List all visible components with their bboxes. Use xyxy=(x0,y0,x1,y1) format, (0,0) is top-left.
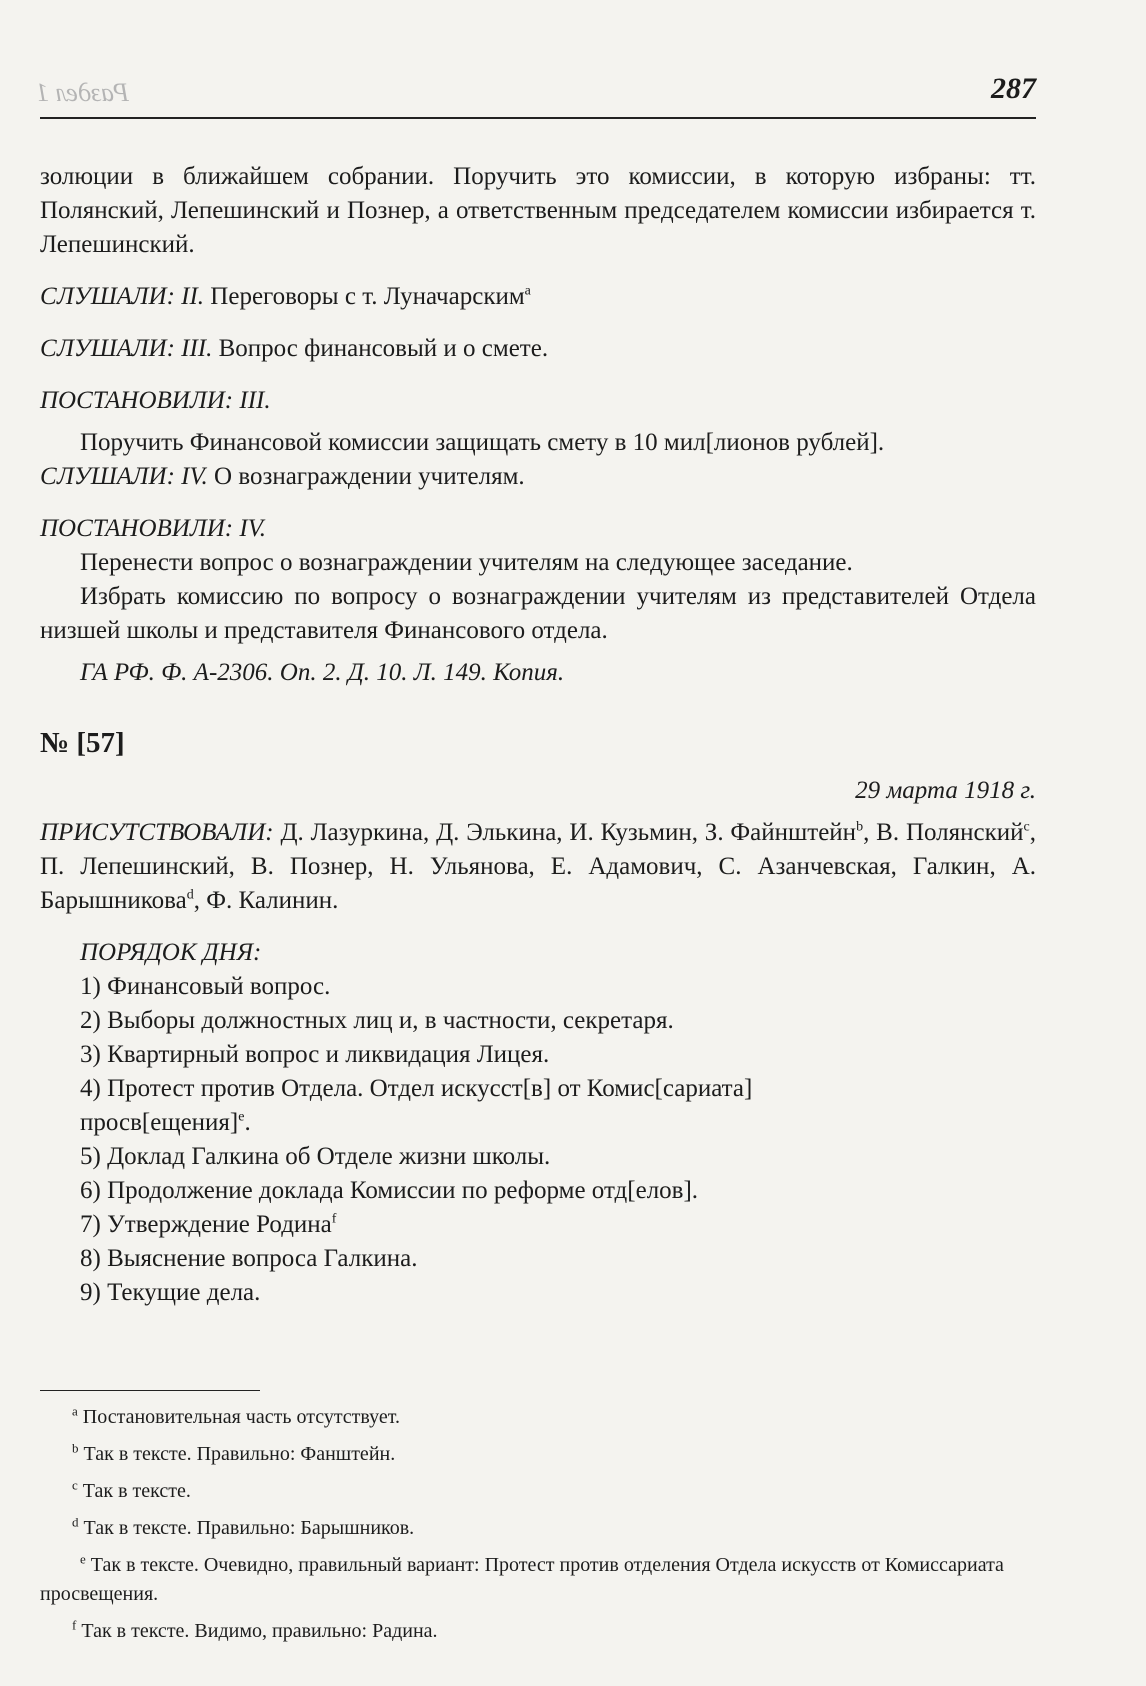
attendees-label: ПРИСУТСТВОВАЛИ: xyxy=(40,819,274,846)
agenda-item: 9) Текущие дела. xyxy=(80,1279,261,1306)
footnotes xyxy=(40,1390,1036,1654)
document-date: 29 марта 1918 г. xyxy=(855,777,1036,804)
footnote-ref[interactable]: d xyxy=(186,887,194,903)
header-rule xyxy=(40,117,1036,119)
heard-text: Вопрос финансовый и о смете. xyxy=(218,335,549,362)
heard-item-4 xyxy=(40,460,1036,494)
attendees-text: , Ф. Калинин. xyxy=(193,887,339,914)
running-head: Раздел 1 xyxy=(36,78,129,107)
footnote-ref[interactable]: e xyxy=(238,1109,245,1125)
heard-item-3 xyxy=(40,332,1036,366)
agenda-list xyxy=(40,970,1036,1310)
agenda-title: ПОРЯДОК ДНЯ: xyxy=(80,939,262,966)
decided-label-3: ПОСТАНОВИЛИ: III. xyxy=(40,387,271,414)
footnote-ref[interactable]: f xyxy=(331,1211,337,1227)
decided-text-3: Поручить Финансовой комиссии защищать смету в 10 мил[лионов рублей]. xyxy=(80,429,885,456)
footnote: $^a$ Постановительная часть отсутствует. xyxy=(72,1403,401,1428)
agenda-item: 2) Выборы должностных лиц и, в частности, секретаря. xyxy=(80,1007,674,1034)
attendees xyxy=(40,816,1036,918)
agenda-item: 7) Утверждение Родина$^f$ xyxy=(80,1211,337,1238)
attendees-text: Д. Лазуркина, Д. Элькина, И. Кузьмин, З. Файнштейн xyxy=(280,819,857,846)
page-number: 287 xyxy=(991,72,1036,105)
document-number: № [57] xyxy=(40,727,125,759)
decided-text-4b: Избрать комиссию по вопросу о вознаграждении учителям из представителей Отдела низшей школы и представителя Финансового отдела. xyxy=(40,583,1036,644)
agenda-item: 5) Доклад Галкина об Отделе жизни школы. xyxy=(80,1143,551,1170)
heard-label: СЛУШАЛИ: IV. xyxy=(40,463,208,490)
decided-label-4: ПОСТАНОВИЛИ: IV. xyxy=(40,515,267,542)
agenda-item: 8) Выяснение вопроса Галкина. xyxy=(80,1245,418,1272)
archive-reference: ГА РФ. Ф. А-2306. Оп. 2. Д. 10. Л. 149. Копия. xyxy=(80,659,565,686)
attendees-text: , П. Лепешинский, В. Познер, Н. Ульянова, Е. Адамович, С. Азанчевская, Галкин, А. Барышникова xyxy=(40,819,1036,914)
footnote-rule xyxy=(40,1390,260,1391)
agenda-item: 1) Финансовый вопрос. xyxy=(80,973,331,1000)
footnote: $^d$ Так в тексте. Правильно: Барышников. xyxy=(72,1514,415,1539)
decided-text-4a: Перенести вопрос о вознаграждении учителям на следующее заседание. xyxy=(80,549,853,576)
footnote-ref[interactable]: c xyxy=(1023,819,1030,835)
footnote: $^c$ Так в тексте. xyxy=(72,1477,191,1502)
paragraph-continuation: золюции в ближайшем собрании. Поручить это комиссии, в которую избраны: тт. Полянский, Лепешинский и Познер, а ответственным председателем комиссии избирается т. Лепешинский. xyxy=(40,163,1036,258)
heard-label: СЛУШАЛИ: II. xyxy=(40,283,205,310)
footnote: $^f$ Так в тексте. Видимо, правильно: Радина. xyxy=(72,1617,438,1642)
attendees-text: , В. Полянский xyxy=(863,819,1024,846)
agenda-item: 3) Квартирный вопрос и ликвидация Лицея. xyxy=(80,1041,550,1068)
footnote: $^b$ Так в тексте. Правильно: Фанштейн. xyxy=(72,1440,396,1465)
agenda-item: 6) Продолжение доклада Комиссии по реформе отд[елов]. xyxy=(80,1177,699,1204)
agenda-item: 4) Протест против Отдела. Отдел искусст[в] от Комис[сариата] просв[ещения]$^e$. xyxy=(80,1075,753,1136)
heard-text: О вознаграждении учителям. xyxy=(214,463,525,490)
heard-item-2 xyxy=(40,280,1036,314)
heard-text: Переговоры с т. Луначарским xyxy=(210,283,525,310)
footnote-ref[interactable]: a xyxy=(524,283,531,299)
heard-label: СЛУШАЛИ: III. xyxy=(40,335,213,362)
footnote-ref[interactable]: b xyxy=(856,819,864,835)
main-text xyxy=(40,160,1036,1310)
footnote: $^e$ Так в тексте. Очевидно, правильный вариант: Протест против отделения Отдела искусств от Комиссариата просвещения. xyxy=(40,1551,1004,1605)
